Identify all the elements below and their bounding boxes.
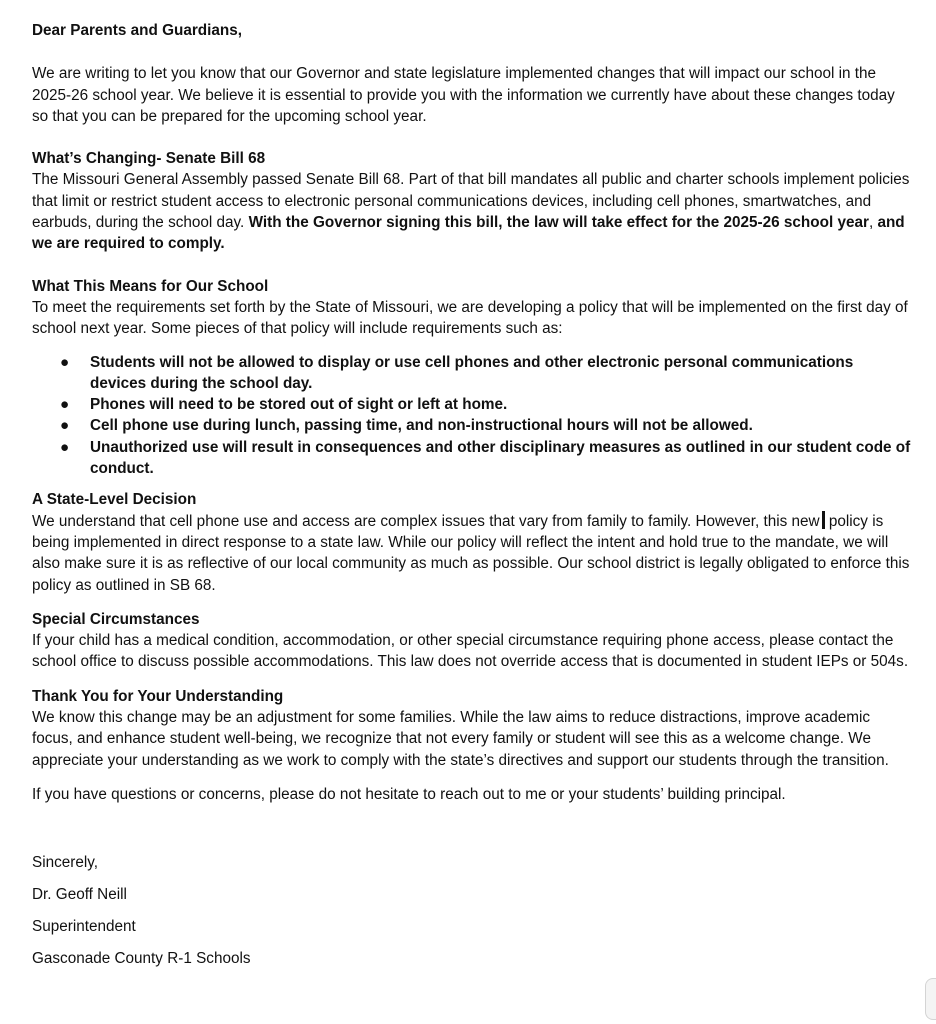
section-heading-whats-changing: What’s Changing- Senate Bill 68 (32, 150, 266, 168)
section-body-state-level-decision[interactable] (32, 511, 912, 596)
signer-organization: Gasconade County R-1 Schools (32, 950, 251, 968)
bullet-icon: ● (60, 438, 70, 456)
salutation: Dear Parents and Guardians, (32, 22, 242, 39)
section-heading-special-circumstances: Special Circumstances (32, 610, 200, 628)
signature-block (32, 852, 912, 969)
state-body-text: We understand that cell phone use and access are complex issues that vary from family to family. However, this new (32, 512, 820, 530)
section-body-special-circumstances: If your child has a medical condition, accommodation, or other special circumstance requiring phone access, please contact the school office to discuss possible accommodations. This law does not override access that is documented in student IEPs or 504s. (32, 632, 909, 671)
section-body-thank-you: We know this change may be an adjustment for some families. While the law aims to reduce distractions, improve academic focus, and enhance student well-being, we recognize that not every family or student will see this as a welcome change. We appreciate your understanding as we work to comply with the state’s directives and support our students through the transition. (32, 709, 889, 769)
list-item (32, 437, 912, 480)
list-item-text: Phones will need to be stored out of sight or left at home. (90, 396, 508, 414)
changing-body-emphasis: With the Governor signing this bill, the law will take effect for the 2025-26 school year (248, 214, 869, 232)
section-heading-state-level-decision: A State-Level Decision (32, 491, 197, 509)
section-heading-what-this-means: What This Means for Our School (32, 277, 269, 295)
section-special-circumstances (32, 609, 912, 673)
section-thank-you (32, 686, 912, 771)
closing-line: Sincerely, (32, 854, 99, 872)
section-what-this-means (32, 276, 912, 480)
list-item (32, 352, 912, 395)
section-body-whats-changing (32, 169, 912, 254)
section-state-level-decision (32, 489, 912, 595)
list-item (32, 415, 912, 436)
requirements-list (32, 352, 912, 480)
bullet-icon: ● (60, 417, 70, 435)
section-whats-changing (32, 148, 912, 254)
list-item-text: Students will not be allowed to display or use cell phones and other electronic personal communications devices during the school day. (90, 353, 854, 392)
bullet-icon: ● (60, 396, 70, 414)
changing-body-emphasis-end: and we are required to comply. (32, 214, 905, 253)
list-item-text: Cell phone use during lunch, passing time, and non-instructional hours will not be allowed. (90, 417, 753, 435)
list-item-text: Unauthorized use will result in consequences and other disciplinary measures as outlined in our student code of conduct. (90, 438, 911, 478)
bullet-icon: ● (60, 353, 70, 371)
signer-title: Superintendent (32, 918, 136, 936)
questions-paragraph: If you have questions or concerns, please do not hesitate to reach out to me or your students’ building principal. (32, 785, 786, 803)
intro-paragraph: We are writing to let you know that our Governor and state legislature implemented changes that will impact our school in the 2025-26 school year. We believe it is essential to provide you with the information we currently have about these changes today so that you can be prepared for the upcoming school year. (32, 65, 895, 125)
changing-body-text: The Missouri General Assembly passed Senate Bill 68. Part of that bill mandates all public and charter schools implement policies that limit or restrict student access to electronic personal communications devices, including cell phones, smartwatches, and earbuds, during the school day. (32, 171, 910, 232)
list-item (32, 394, 912, 415)
section-heading-thank-you: Thank You for Your Understanding (32, 687, 284, 705)
section-body-what-this-means: To meet the requirements set forth by the State of Missouri, we are developing a policy that will be implemented on the first day of school next year. Some pieces of that policy will include requirements such as: (32, 298, 908, 338)
changing-body-comma: , (868, 214, 874, 232)
signer-name: Dr. Geoff Neill (32, 886, 127, 904)
state-body-text-continued: policy is being implemented in direct response to a state law. While our policy will reflect the intent and hold true to the mandate, we will also make sure it is as reflective of our local community as much as possible. Our school district is legally obligated to enforce this policy as outlined in SB 68. (32, 512, 910, 594)
letter-document (32, 20, 912, 980)
side-panel-handle[interactable] (925, 978, 936, 1020)
